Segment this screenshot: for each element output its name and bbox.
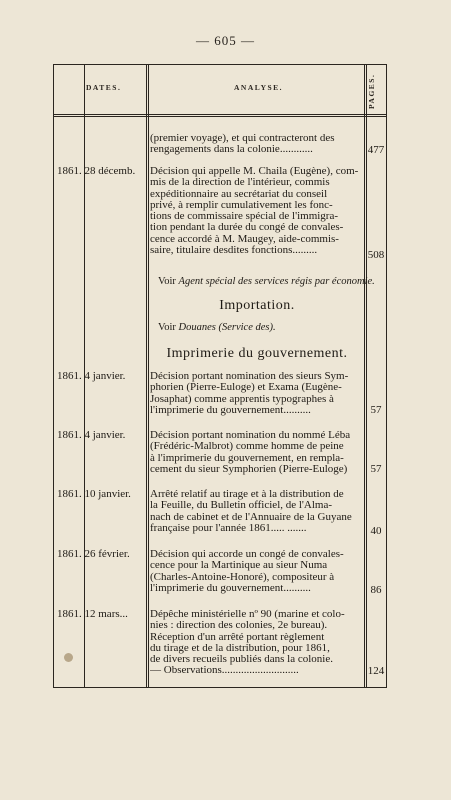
entry-page: 508: [367, 249, 385, 261]
entry-analysis: (premier voyage), et qui contracteront des rengagements dans la colonie............: [150, 133, 335, 156]
entry-page: 57: [370, 404, 382, 416]
entry-date: 1861. 28 décemb.: [57, 165, 136, 177]
header-pages: PAGES.: [367, 73, 376, 109]
entry-date: 1861. 10 janvier.: [57, 488, 131, 500]
entry-analysis: Arrêté relatif au tirage et à la distribution de la Feuille, du Bulletin officiel, de l'Alma- nach de cabinet et de l'Annuaire de la Guyane française pour l'année 1861..... .......: [150, 489, 352, 534]
header-analysis: ANALYSE.: [234, 83, 284, 92]
section-title-imprimerie: Imprimerie du gouvernement.: [166, 346, 348, 361]
section-title-importation: Importation.: [219, 298, 295, 313]
entry-analysis: Décision qui appelle M. Chaila (Eugène), com- mis de la direction de l'intérieur, commis expéditionnaire au secrétariat du conseil privé, à remplir cumulativement les fonc- tions de commissaire spécial de l'immigra- tion pendant la durée du congé de convales- cence accordé à M. Maugey, aide-commis- saire, titulaire desdites fonctions.........: [150, 166, 359, 257]
ink-blot: [64, 653, 73, 662]
entry-date: 1861. 26 février.: [57, 548, 130, 560]
entry-page: 477: [367, 144, 385, 156]
page-number: — 605 —: [196, 33, 255, 48]
entry-analysis: Dépêche ministérielle nº 90 (marine et colo- nies : direction des colonies, 2e bureau). Réception d'un arrêté portant règlement du tirage et de la distribution, pour 1861, de divers recueils publiés dans la colonie. — Observations............................: [150, 609, 345, 677]
entry-analysis: Décision portant nomination du nommé Léba (Frédéric-Malbrot) comme homme de peine à l'imprimerie du gouvernement, en rempla- cement du sieur Symphorien (Pierre-Euloge): [150, 430, 351, 475]
entry-page: 124: [367, 665, 385, 677]
entry-analysis: Décision portant nomination des sieurs Sym- phorien (Pierre-Euloge) et Examа (Eugène- Josaphat) comme apprentis typographes à l'imprimerie du gouvernement..........: [150, 371, 349, 416]
entry-date: 1861. 4 janvier.: [57, 429, 126, 441]
entry-analysis: Décision qui accorde un congé de convales- cence pour la Martinique au sieur Numa (Charles-Antoine-Honoré), compositeur à l'imprimerie du gouvernement..........: [150, 549, 344, 594]
entry-page: 40: [370, 525, 382, 537]
see-reference-douanes: Voir Douanes (Service des).: [158, 322, 276, 333]
entry-page: 86: [370, 584, 382, 596]
entry-date: 1861. 12 mars...: [57, 608, 128, 620]
header-dates: DATES.: [86, 83, 122, 92]
entry-date: 1861. 4 janvier.: [57, 370, 126, 382]
see-reference-agent: Voir Agent spécial des services régis par économie.: [158, 276, 375, 287]
entry-page: 57: [370, 463, 382, 475]
header-rule: [54, 114, 386, 117]
